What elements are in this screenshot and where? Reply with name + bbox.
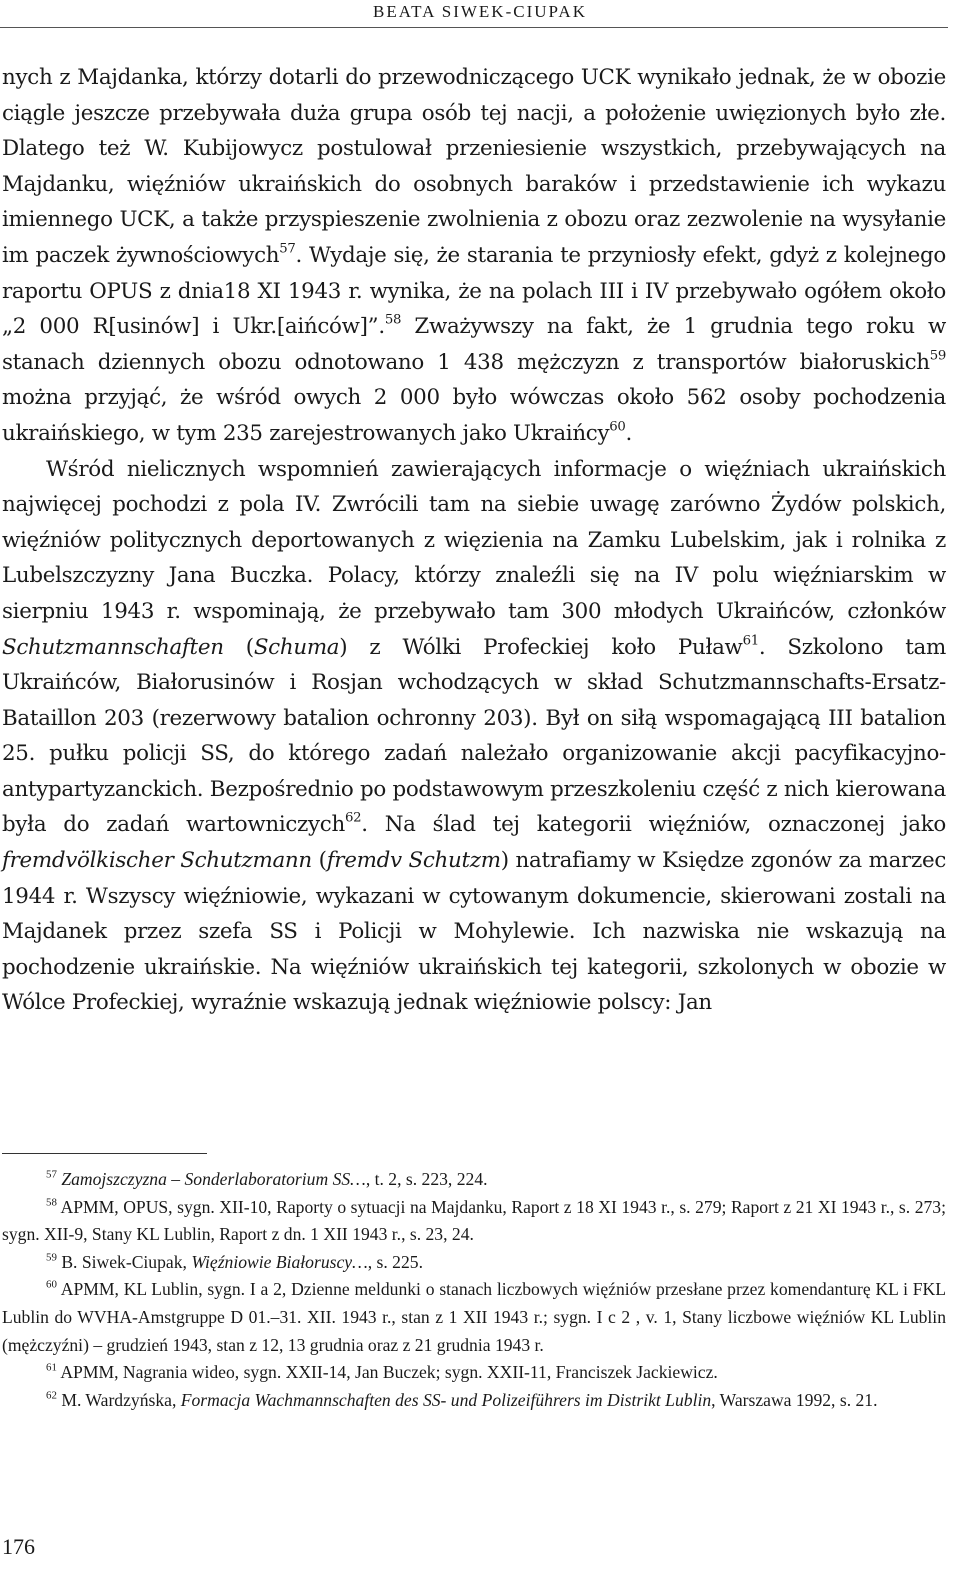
- footnote-text: APMM, OPUS, sygn. XII-10, Raporty o sytuacji na Majdanku, Raport z 18 XI 1943 r., s. 279; Raport z 21 XI 1943 r., s. 273; sygn. XII-9, Stany KL Lublin, Raport z dn. 1 XII 1943 r., s. 23, 24.: [2, 1196, 946, 1245]
- footnotes: [2, 1166, 946, 1414]
- paragraph-1: [2, 60, 946, 452]
- footnote-separator: [2, 1153, 207, 1154]
- footnote-ref-59[interactable]: 59: [929, 348, 946, 364]
- footnote-ref-62[interactable]: 62: [344, 811, 362, 827]
- footnote-text: , s. 225.: [367, 1251, 423, 1272]
- text-run: Zważywszy na fakt, że 1 grudnia tego roku w stanach dziennych obozu odnotowano 1 438 mężczyzn z transportów białoruskich: [2, 314, 946, 375]
- footnote-60: [2, 1276, 946, 1359]
- italic-term: fremdvölkischer Schutzmann: [2, 848, 312, 874]
- footnote-text: , Warszawa 1992, s. 21.: [711, 1389, 878, 1410]
- running-head: BEATA SIWEK-CIUPAK: [373, 2, 587, 21]
- footnote-italic: Więźniowie Białoruscy…: [191, 1251, 368, 1272]
- main-text: [2, 60, 946, 1021]
- footnote-text: APMM, KL Lublin, sygn. I a 2, Dzienne meldunki o stanach liczbowych więźniów przesłane przez komendanturę KL i FKL Lublin do WVHA-Amstgruppe D 01.–31. XII. 1943 r., stan z 1 XII 1943 r.; sygn. I c 2 , v. 1, Stany liczbowe więźniów KL Lublin (mężczyźni) – grudzień 1943, stan z 12, 13 grudnia oraz z 21 grudnia 1943 r.: [2, 1279, 946, 1355]
- text-run: ) natrafiamy w Księdze zgonów za marzec 1944 r. Wszyscy więźniowie, wykazani w cytowanym dokumencie, skierowani zostali na Majdanek przez szefa SS i Policji w Mohylewie. Ich nazwiska nie wskazują na pochodzenie ukraińskie. Na więźniów ukraińskich tej kategorii, szkolonych w obozie w Wólce Profeckiej, wyraźnie wskazują jednak więźniowie polscy: Jan: [2, 848, 946, 1016]
- footnote-ref-58[interactable]: 58: [384, 312, 402, 328]
- text-run: nych z Majdanka, którzy dotarli do przewodniczącego UCK wynikało jednak, że w obozie ciągle jeszcze przebywała duża grupa osób tej nacji, a położenie uwięzionych było złe. Dlatego też W. Kubijowycz postulował przeniesienie wszystkich, przebywających na Majdanku, więźniów ukraińskich do osobnych baraków i przedstawienie ich wykazu imiennego UCK, a także przyspieszenie zwolnienia z obozu oraz zezwolenie na wysyłanie im paczek żywnościowych: [2, 65, 946, 268]
- footnote-ref-60[interactable]: 60: [609, 419, 626, 435]
- footnote-number: 62: [46, 1389, 57, 1402]
- footnote-italic: Formacja Wachmannschaften des SS- und Polizeiführers im Distrikt Lublin: [180, 1389, 712, 1410]
- footnote-ref-61[interactable]: 61: [742, 633, 759, 649]
- footnote-number: 57: [46, 1168, 57, 1181]
- text-run: .: [625, 420, 633, 446]
- footnote-number: 59: [46, 1251, 57, 1264]
- text-run: . Na ślad tej kategorii więźniów, oznaczonej jako: [361, 812, 946, 838]
- text-run: ) z Wólki Profeckiej koło Puław: [339, 634, 743, 660]
- footnote-text: , t. 2, s. 223, 224.: [365, 1169, 488, 1189]
- footnote-italic: Zamojszczyzna – Sonderlaboratorium SS…: [61, 1169, 366, 1189]
- footnote-text: M. Wardzyńska,: [61, 1389, 181, 1410]
- footnote-number: 61: [46, 1361, 57, 1374]
- footnote-57: [2, 1166, 946, 1194]
- page-number: 176: [2, 1534, 35, 1559]
- text-run: można przyjąć, że wśród owych 2 000 było wówczas około 562 osoby pochodzenia ukraińskiego, w tym 235 zarejestrowanych jako Ukraińcy: [2, 385, 946, 446]
- text-run: (: [223, 634, 254, 660]
- footnote-62: [2, 1387, 946, 1415]
- footnote-text: APMM, Nagrania wideo, sygn. XXII-14, Jan Buczek; sygn. XXII-11, Franciszek Jackiewicz.: [60, 1362, 718, 1383]
- italic-term: Schutzmannschaften: [2, 634, 224, 660]
- footnote-text: B. Siwek-Ciupak,: [61, 1251, 192, 1272]
- italic-term: Schuma: [253, 634, 340, 660]
- footnote-59: [2, 1249, 946, 1277]
- footnote-58: [2, 1194, 946, 1249]
- text-run: Wśród nielicznych wspomnień zawierających informacje o więźniach ukraińskich najwięcej pochodzi z pola IV. Zwrócili tam na siebie uwagę zarówno Żydów polskich, więźniów politycznych deportowanych z więzienia na Zamku Lubelskim, jak i rolnika z Lubelszczyzny Jana Buczka. Polacy, którzy znaleźli się na IV polu więźniarskim w sierpniu 1943 r. wspominają, że przebywało tam 300 młodych Ukraińców, członków: [2, 456, 946, 624]
- italic-term: fremdv Schutzm: [326, 848, 501, 874]
- footnote-61: [2, 1359, 946, 1387]
- text-run: . Wydaje się, że starania te przyniosły efekt, gdyż z kolejnego raportu OPUS z dnia18 XI 1943 r. wynika, że na polach III i IV przebywało ogółem około „2 000 R[usinów] i Ukr.[aińców]”.: [2, 242, 946, 340]
- footnote-ref-57[interactable]: 57: [279, 241, 296, 257]
- paragraph-2: [2, 452, 946, 1022]
- footnote-number: 58: [46, 1195, 57, 1208]
- text-run: . Szkolono tam Ukraińców, Białorusinów i Rosjan wchodzących w skład Schutzmannschafts-Ersatz-Bataillon 203 (rezerwowy batalion ochronny 203). Był on siłą wspomagającą III batalion 25. pułku policji SS, do którego zadań należało organizowanie akcji pacyfikacyjno-antypartyzanckich. Bezpośrednio po podstawowym przeszkoleniu część z nich kierowana była do zadań wartowniczych: [2, 634, 946, 838]
- footnote-number: 60: [46, 1278, 57, 1291]
- header-rule: [0, 27, 948, 28]
- text-run: (: [311, 848, 327, 874]
